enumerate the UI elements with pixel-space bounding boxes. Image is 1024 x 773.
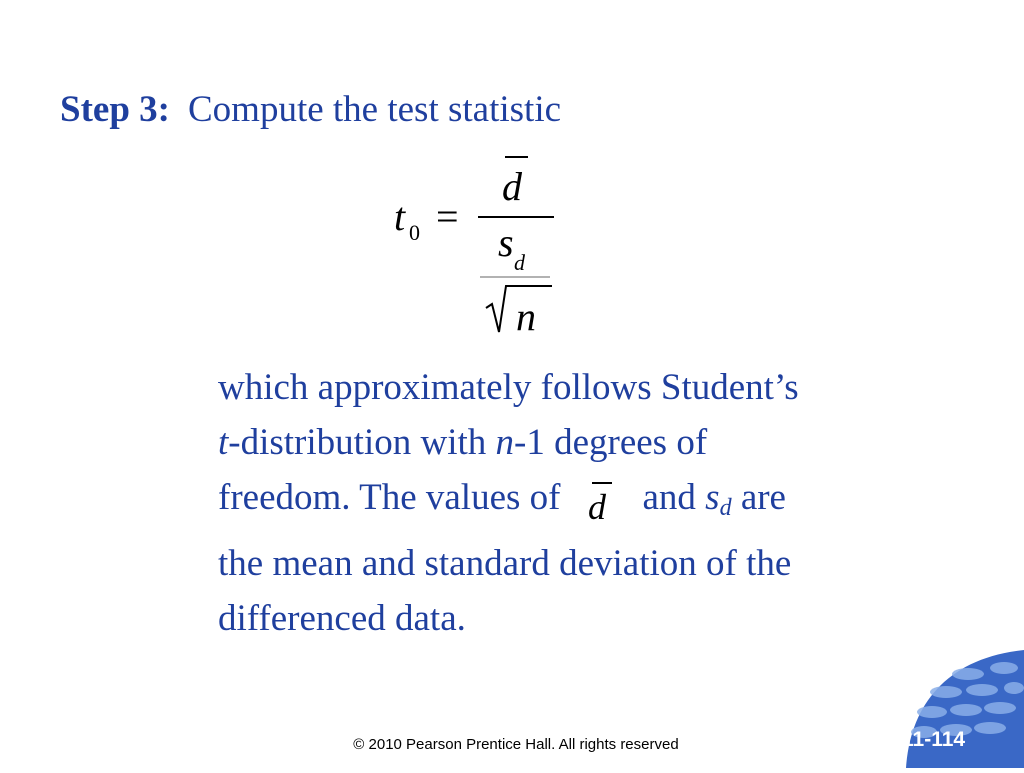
inline-d-bar	[580, 481, 628, 525]
formula-s: s	[498, 220, 514, 265]
body-n: n	[495, 422, 515, 463]
slide-number: 11-114	[902, 728, 966, 751]
body-line-3	[218, 470, 958, 536]
formula-n: n	[516, 294, 536, 339]
body-and: and	[642, 477, 706, 518]
corner-dot	[950, 704, 982, 716]
body-line-4: the mean and standard deviation of the	[218, 543, 792, 584]
body-line-2-a: -distribution with	[228, 422, 496, 463]
corner-dot	[966, 684, 998, 696]
formula-t: t	[394, 194, 406, 239]
inline-d: d	[588, 487, 607, 527]
corner-dot	[974, 722, 1006, 734]
corner-dot	[984, 702, 1016, 714]
inline-d-bar-svg	[580, 481, 628, 525]
body-s-subscript: d	[719, 495, 732, 521]
corner-dot	[917, 706, 947, 718]
body-line-5: differenced data.	[218, 598, 466, 639]
body-line-3-b: are	[731, 477, 786, 518]
copyright-text: © 2010 Pearson Prentice Hall. All rights reserved	[353, 736, 679, 753]
step-task: Compute the test statistic	[187, 89, 562, 130]
body-t: t	[218, 422, 229, 463]
corner-dot	[990, 662, 1018, 674]
corner-dot	[1004, 682, 1024, 694]
body-line-1: which approximately follows Student’s	[218, 367, 799, 408]
body-line-2-b: -1 degrees of	[514, 422, 708, 463]
body-line-3-a: freedom. The values of	[218, 477, 561, 518]
explanation-text	[218, 360, 958, 646]
corner-dot	[930, 686, 962, 698]
corner-dot	[952, 668, 984, 680]
formula-svg	[380, 140, 570, 350]
formula-equals: =	[436, 194, 459, 239]
formula-t-subscript: 0	[409, 220, 420, 245]
body-s: s	[705, 477, 720, 518]
test-statistic-formula	[380, 140, 570, 350]
body-line-2	[218, 415, 958, 470]
copyright-footer	[0, 736, 1024, 753]
formula-numerator-d: d	[502, 164, 522, 209]
step-label: Step 3:	[60, 89, 170, 130]
slide-heading	[60, 88, 561, 131]
formula-s-subscript: d	[514, 250, 525, 275]
